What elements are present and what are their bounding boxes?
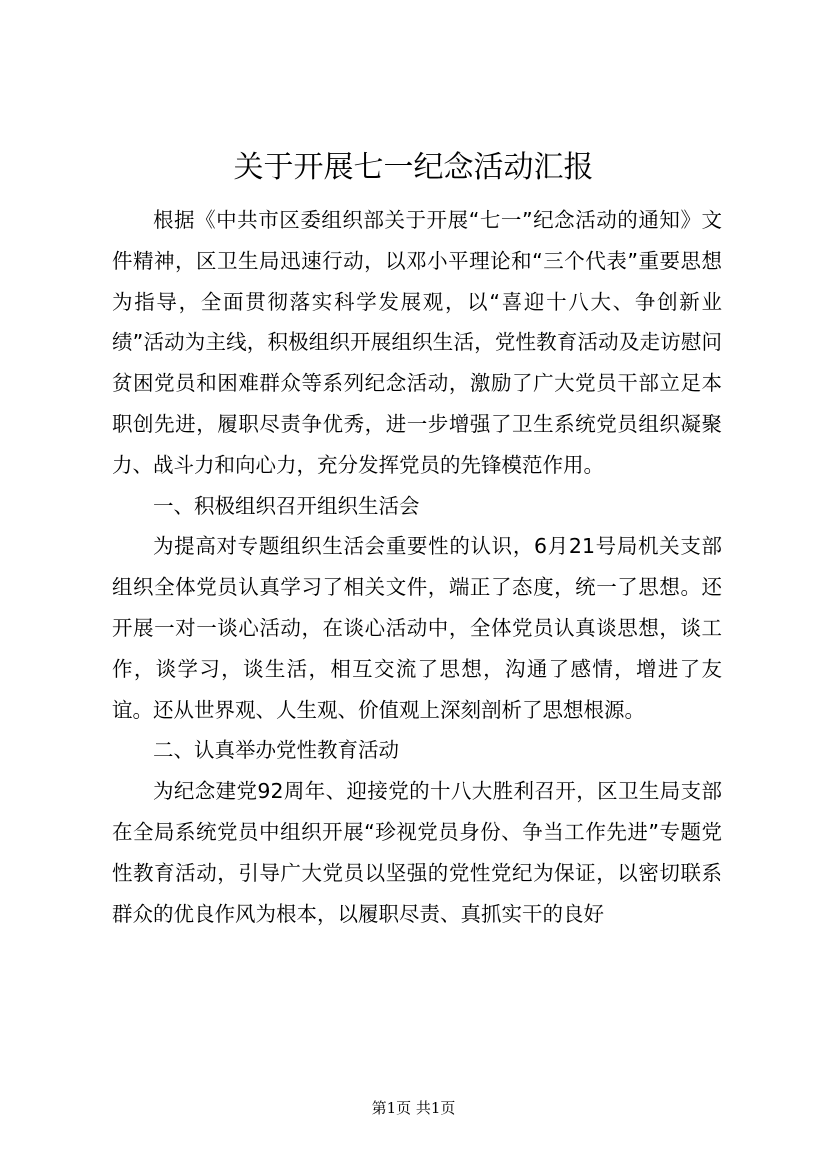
page-footer: 第1页 共1页 <box>371 1099 456 1117</box>
document-title: 关于开展七一纪念活动汇报 <box>233 150 594 185</box>
paragraph-section-1: 为提高对专题组织生活会重要性的认识，6月21号局机关支部组织全体党员认真学习了相关文件，端正了态度，统一了思想。还开展一对一谈心活动，在谈心活动中，全体党员认真谈思想，谈工作，谈学习，谈生活，相互交流了思想，沟通了感情，增进了友谊。还从世界观、人生观、价值观上深刻剖析了思想根源。 <box>112 534 722 722</box>
document-body <box>112 200 722 934</box>
section-heading-2: 二、认真举办党性教育活动 <box>153 738 399 763</box>
paragraph-section-2: 为纪念建党92周年、迎接党的十八大胜利召开，区卫生局支部在全局系统党员中组织开展“珍视党员身份、争当工作先进”专题党性教育活动，引导广大党员以坚强的党性党纪为保证，以密切联系群众的优良作风为根本，以履职尽责、真抓实干的良好 <box>112 779 722 926</box>
paragraph-intro: 根据《中共市区委组织部关于开展“七一”纪念活动的通知》文件精神，区卫生局迅速行动，以邓小平理论和“三个代表”重要思想为指导，全面贯彻落实科学发展观，以“喜迎十八大、争创新业绩”活动为主线，积极组织开展组织生活，党性教育活动及走访慰问贫困党员和困难群众等系列纪念活动，激励了广大党员干部立足本职创先进，履职尽责争优秀，进一步增强了卫生系统党员组织凝聚力、战斗力和向心力，充分发挥党员的先锋模范作用。 <box>112 208 722 477</box>
section-heading-1: 一、积极组织召开组织生活会 <box>153 493 420 518</box>
